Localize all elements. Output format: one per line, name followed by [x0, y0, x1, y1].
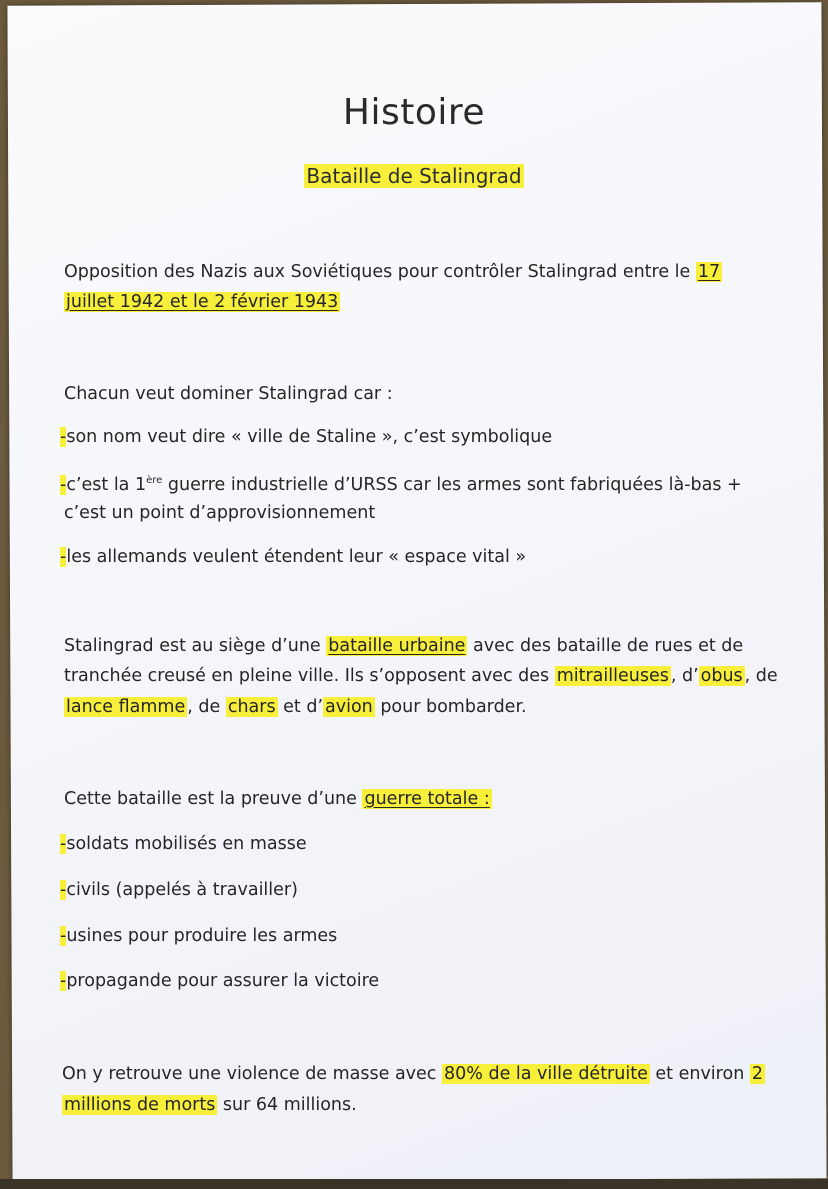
total-war-item-4 [60, 965, 379, 997]
battle-text: et d’ [277, 697, 324, 717]
planes-highlight: avion [325, 697, 373, 717]
violence-text: On y retrouve une violence de masse avec [62, 1064, 442, 1084]
intro-line-2 [64, 286, 340, 318]
violence-line-2 [62, 1089, 357, 1121]
total-war-item-text: usines pour produire les armes [66, 926, 338, 946]
flamethrower-highlight: lance flamme [66, 697, 186, 717]
battle-line-3 [64, 691, 527, 723]
reason-item-1 [60, 421, 552, 453]
reason-item-3 [60, 541, 526, 573]
page-subtitle [0, 164, 828, 188]
total-war-highlight: guerre totale : [364, 789, 490, 809]
reason-item-2-cont: c’est un point d’approvisionnement [64, 503, 376, 523]
battle-text: , d’ [670, 666, 699, 686]
deaths-highlight: millions de morts [64, 1095, 216, 1115]
intro-text: Opposition des Nazis aux Soviétiques pour contrôler Stalingrad entre le [64, 262, 696, 282]
superscript: ère [146, 475, 163, 486]
reason-text: c’est la 1 [66, 475, 147, 495]
bullet-dash: - [60, 834, 67, 854]
deaths-count-highlight: 2 [751, 1064, 763, 1084]
reason-text: les allemands veulent étendent leur « espace vital » [66, 547, 527, 567]
battle-text: avec des bataille de rues et de [467, 636, 744, 656]
violence-line-1 [62, 1058, 765, 1090]
bottom-edge [0, 1179, 828, 1189]
bullet-dash: - [60, 880, 67, 900]
bullet-dash: - [60, 926, 67, 946]
violence-text: et environ [649, 1064, 750, 1084]
total-war-item-text: civils (appelés à travailler) [66, 880, 298, 900]
urban-battle-highlight: bataille urbaine [328, 636, 466, 656]
bullet-dash: - [60, 475, 67, 495]
total-war-item-text: propagande pour assurer la victoire [66, 971, 380, 991]
total-war-item-3 [60, 920, 337, 952]
violence-text: sur 64 millions. [217, 1095, 357, 1115]
subtitle-highlight: Bataille de Stalingrad [306, 164, 522, 188]
city-destroyed-highlight: 80% de la ville détruite [444, 1064, 648, 1084]
date-range-highlight: juillet 1942 et le 2 février 1943 [66, 292, 339, 312]
battle-text: , de [187, 697, 226, 717]
battle-line-2 [64, 660, 778, 692]
date-start-highlight: 17 [697, 262, 721, 282]
total-war-intro [64, 783, 492, 815]
machine-guns-highlight: mitrailleuses [556, 666, 669, 686]
bullet-dash: - [60, 547, 67, 567]
reason-item-2 [60, 465, 742, 501]
battle-text: Stalingrad est au siège d’une [64, 636, 327, 656]
total-war-item-2 [60, 874, 298, 906]
reason-text: guerre industrielle d’URSS car les armes sont fabriquées là-bas + [162, 475, 742, 495]
reason-text: son nom veut dire « ville de Staline », c’est symbolique [66, 427, 553, 447]
battle-text: pour bombarder. [374, 697, 527, 717]
total-war-item-1 [60, 828, 307, 860]
intro-line-1 [64, 256, 722, 288]
battle-text: tranchée creusé en pleine ville. Ils s’opposent avec des [64, 666, 555, 686]
page-title: Histoire [342, 92, 486, 133]
total-war-text: Cette bataille est la preuve d’une [64, 789, 363, 809]
total-war-item-text: soldats mobilisés en masse [66, 834, 307, 854]
shells-highlight: obus [700, 666, 743, 686]
tanks-highlight: chars [227, 697, 276, 717]
bullet-dash: - [60, 427, 67, 447]
battle-text: , de [744, 666, 778, 686]
battle-line-1 [64, 630, 743, 662]
bullet-dash: - [60, 971, 67, 991]
reasons-intro: Chacun veut dominer Stalingrad car : [64, 384, 393, 404]
